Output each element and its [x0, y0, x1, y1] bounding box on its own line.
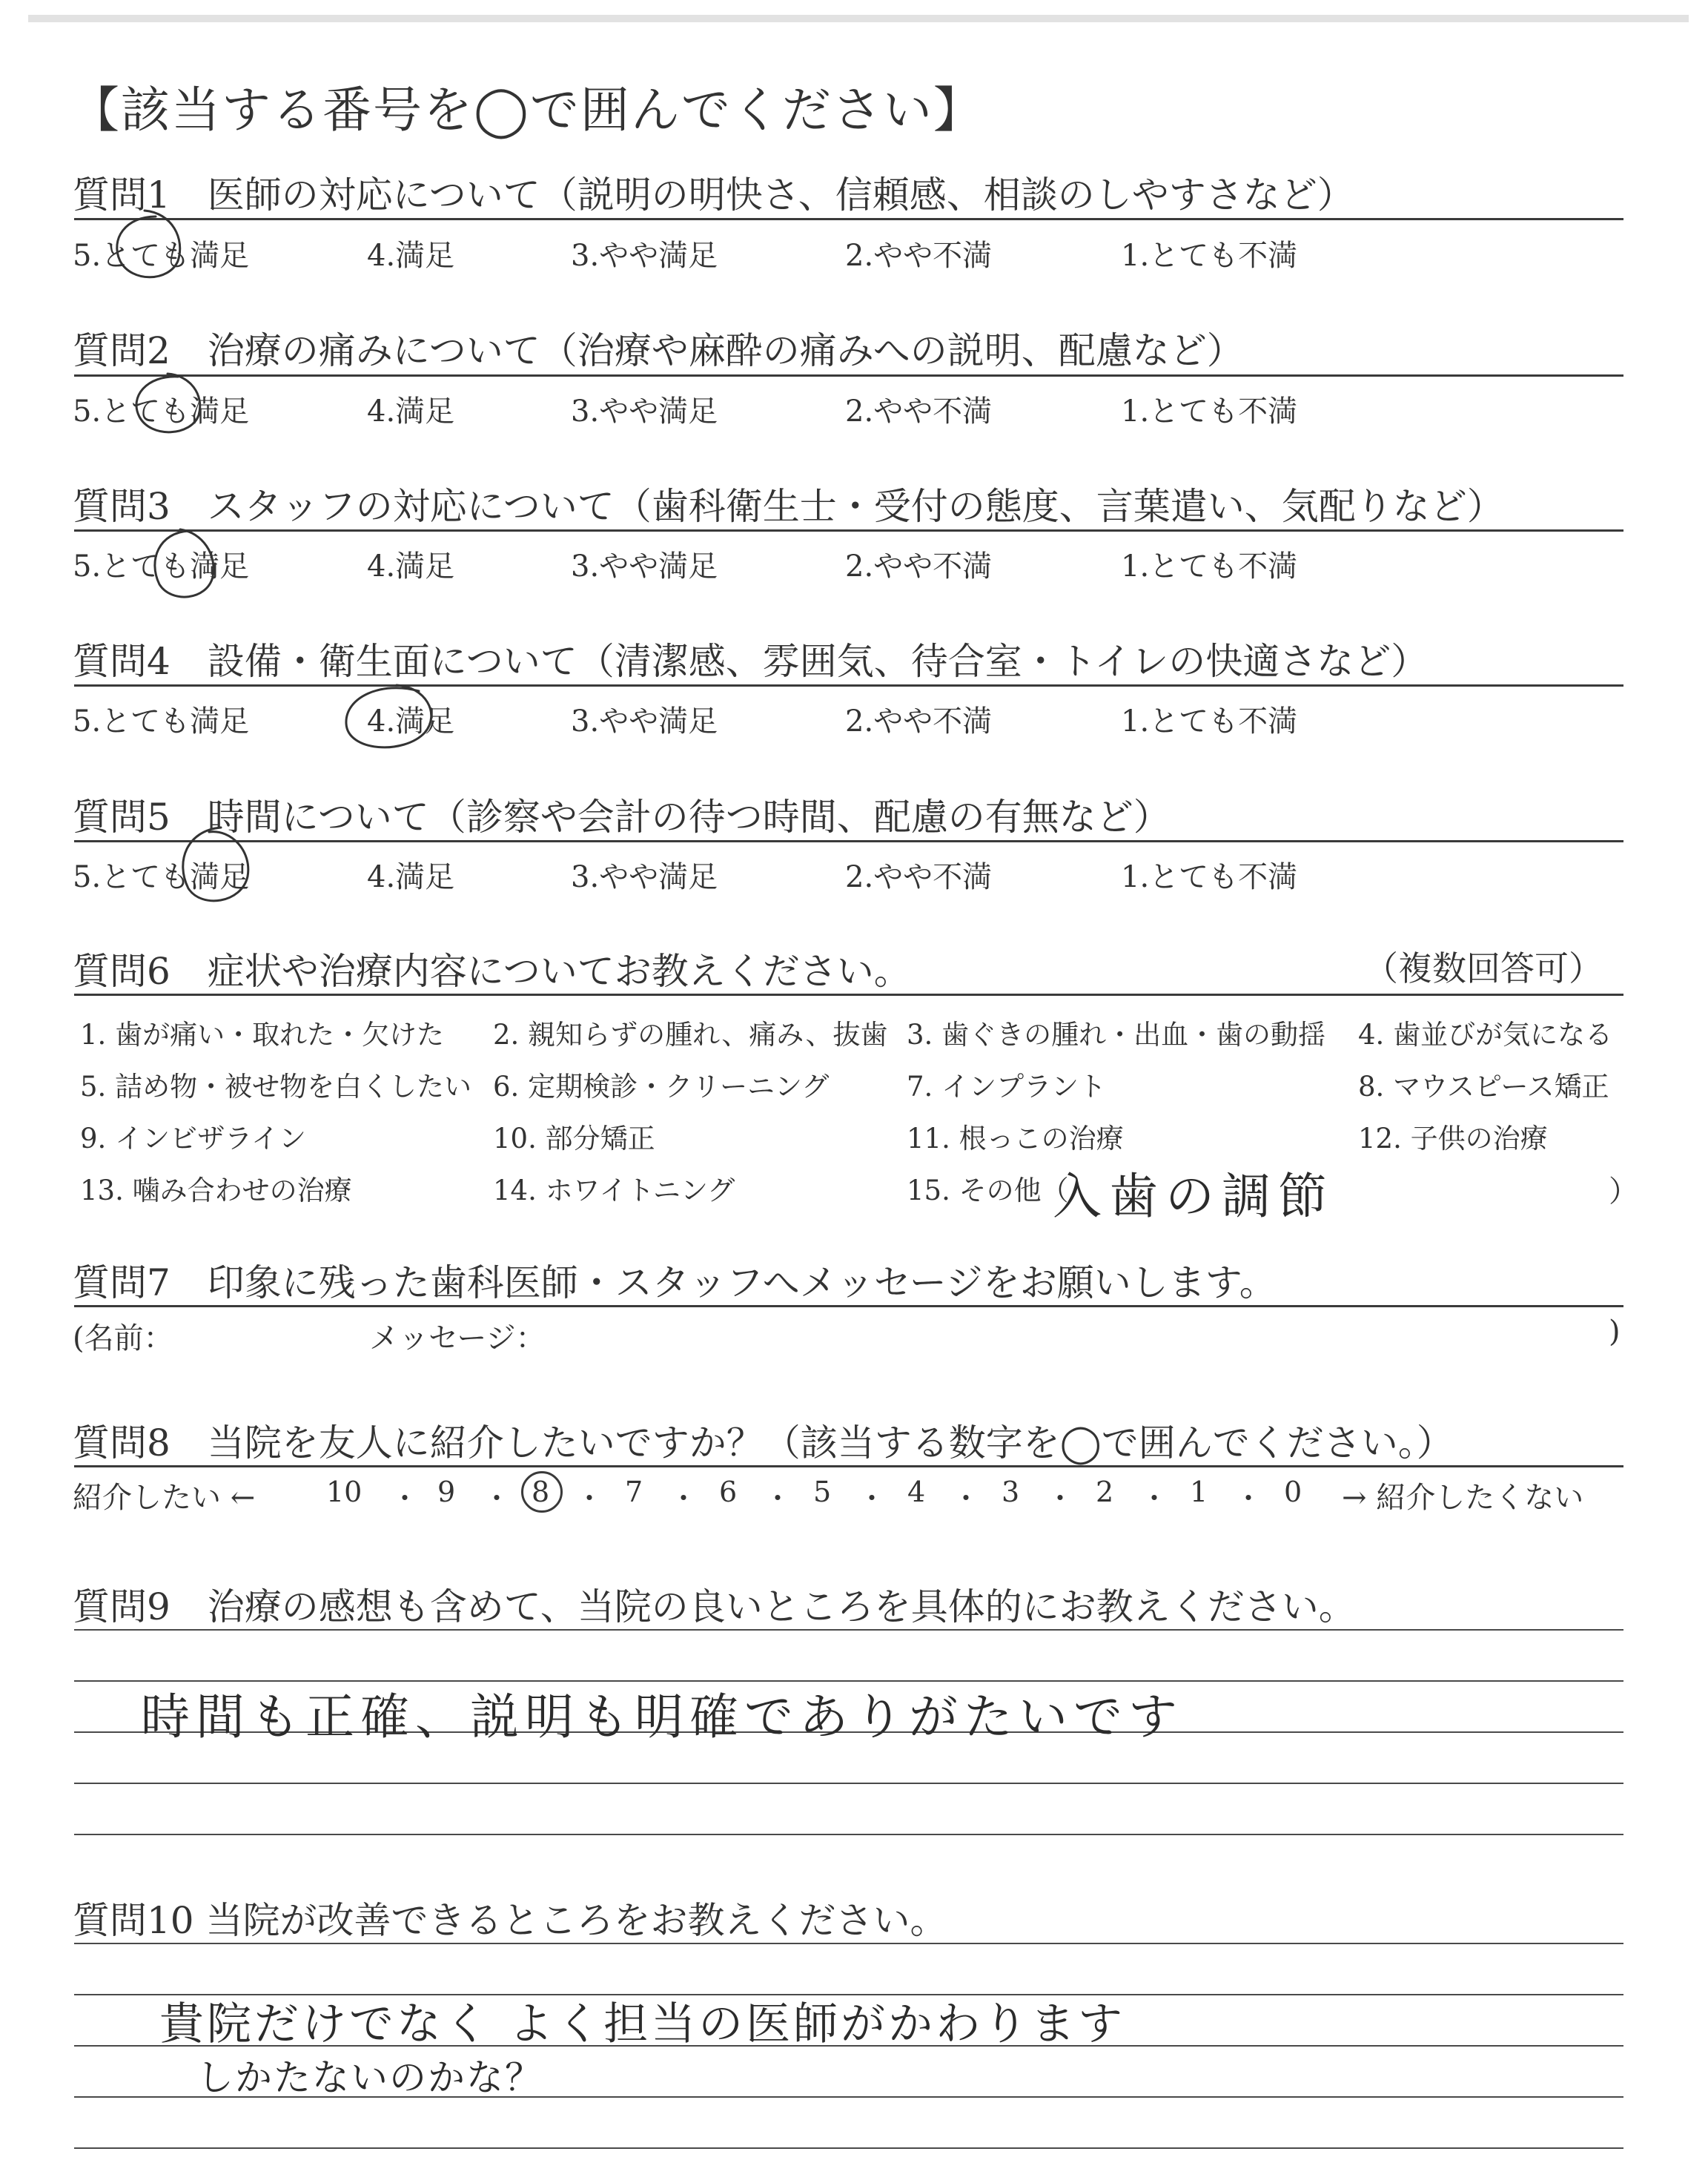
question-4-rule — [74, 684, 1623, 687]
q8-score-8[interactable]: 8 — [532, 1476, 550, 1508]
answer-line — [74, 1629, 1623, 1631]
question-5-rule — [74, 840, 1623, 842]
q5-option-3[interactable]: 3.やや満足 — [571, 860, 718, 894]
q4-option-3[interactable]: 3.やや満足 — [571, 704, 718, 739]
q7-name-label: (名前： — [73, 1321, 173, 1355]
q8-score-5[interactable]: 5 — [813, 1476, 832, 1508]
q1-option-2[interactable]: 2.やや不満 — [845, 239, 993, 273]
q8-score-4[interactable]: 4 — [907, 1476, 926, 1508]
question-9-title: 質問9 治療の感想も含めて、当院の良いところを具体的にお教えください。 — [73, 1585, 1356, 1628]
q6-option-13[interactable]: 13. 噛み合わせの治療 — [80, 1175, 352, 1206]
q8-score-1[interactable]: 1 — [1190, 1476, 1208, 1508]
q8-separator: ・ — [1234, 1482, 1263, 1515]
answer-line — [74, 1783, 1623, 1784]
q6-option-12[interactable]: 12. 子供の治療 — [1358, 1123, 1548, 1155]
q6-option-10[interactable]: 10. 部分矯正 — [493, 1123, 655, 1155]
q6-option-2[interactable]: 2. 親知らずの腫れ、痛み、抜歯 — [493, 1019, 888, 1051]
q6-option-5[interactable]: 5. 詰め物・被せ物を白くしたい — [80, 1071, 472, 1103]
q4-option-4[interactable]: 4.満足 — [367, 704, 455, 739]
q6-option-3[interactable]: 3. 歯ぐきの腫れ・出血・歯の動揺 — [907, 1019, 1326, 1051]
q8-separator: ・ — [1046, 1482, 1075, 1515]
q6-option-15-other[interactable]: 15. その他（ — [907, 1175, 1069, 1206]
question-6-title: 質問6 症状や治療内容についてお教えください。 — [73, 950, 911, 993]
q5-option-4[interactable]: 4.満足 — [367, 860, 455, 894]
q2-selection-circle — [125, 371, 206, 445]
q4-option-1[interactable]: 1.とても不満 — [1121, 704, 1298, 739]
question-3-title: 質問3 スタッフの対応について（歯科衛生士・受付の態度、言葉遣い、気配りなど） — [73, 485, 1504, 528]
scan-top-edge — [28, 15, 1689, 22]
question-4-title: 質問4 設備・衛生面について（清潔感、雰囲気、待合室・トイレの快適さなど） — [73, 640, 1429, 683]
q8-separator: ・ — [1140, 1482, 1169, 1515]
q8-left-label: 紹介したい ← — [73, 1481, 256, 1515]
q5-option-5[interactable]: 5.とても満足 — [73, 860, 250, 894]
q1-option-4[interactable]: 4.満足 — [367, 239, 455, 273]
answer-line — [74, 2147, 1623, 2149]
question-7-rule — [74, 1305, 1623, 1307]
q3-option-4[interactable]: 4.満足 — [367, 549, 455, 584]
q8-separator: ・ — [391, 1482, 420, 1515]
q2-option-3[interactable]: 3.やや満足 — [571, 394, 718, 429]
q3-option-3[interactable]: 3.やや満足 — [571, 549, 718, 584]
q6-option-9[interactable]: 9. インビザライン — [80, 1123, 306, 1155]
q10-handwritten-answer-line-1: 貴院だけでなく よく担当の医師がかわります — [159, 1998, 1126, 2050]
q6-option-8[interactable]: 8. マウスピース矯正 — [1358, 1071, 1609, 1103]
q8-score-0[interactable]: 0 — [1284, 1476, 1302, 1508]
q8-separator: ・ — [483, 1482, 512, 1515]
question-2-title: 質問2 治療の痛みについて（治療や麻酔の痛みへの説明、配慮など） — [73, 329, 1244, 372]
question-1-title: 質問1 医師の対応について（説明の明快さ、信頼感、相談のしやすさなど） — [73, 174, 1354, 217]
q6-option-6[interactable]: 6. 定期検診・クリーニング — [493, 1071, 830, 1103]
q8-score-7[interactable]: 7 — [625, 1476, 643, 1508]
q8-separator: ・ — [764, 1482, 792, 1515]
q5-option-1[interactable]: 1.とても不満 — [1121, 860, 1298, 894]
question-6-rule — [74, 994, 1623, 996]
q6-option-7[interactable]: 7. インプラント — [907, 1071, 1107, 1103]
q8-right-label: → 紹介したくない — [1342, 1481, 1584, 1515]
q5-selection-circle — [169, 825, 258, 914]
question-7-title: 質問7 印象に残った歯科医師・スタッフへメッセージをお願いします。 — [73, 1261, 1277, 1304]
q6-option-1[interactable]: 1. 歯が痛い・取れた・欠けた — [80, 1019, 445, 1051]
q2-option-2[interactable]: 2.やや不満 — [845, 394, 993, 429]
q2-option-4[interactable]: 4.満足 — [367, 394, 455, 429]
q1-selection-circle — [104, 209, 185, 291]
question-3-rule — [74, 529, 1623, 532]
q2-option-5[interactable]: 5.とても満足 — [73, 394, 250, 429]
q6-option-4[interactable]: 4. 歯並びが気になる — [1358, 1019, 1613, 1051]
q6-other-close-paren: ） — [1609, 1175, 1638, 1209]
question-5-title: 質問5 時間について（診察や会計の待つ時間、配慮の有無など） — [73, 796, 1171, 839]
q8-separator: ・ — [858, 1482, 887, 1515]
q2-option-1[interactable]: 1.とても不満 — [1121, 394, 1298, 429]
page-header: 【該当する番号を◯で囲んでください】 — [70, 82, 984, 139]
q8-score-6[interactable]: 6 — [719, 1476, 738, 1508]
question-10-title: 質問10 当院が改善できるところをお教えください。 — [73, 1899, 947, 1942]
q8-separator: ・ — [575, 1482, 604, 1515]
q4-option-2[interactable]: 2.やや不満 — [845, 704, 993, 739]
q8-separator: ・ — [952, 1482, 981, 1515]
q8-score-3[interactable]: 3 — [1002, 1476, 1020, 1508]
q3-option-1[interactable]: 1.とても不満 — [1121, 549, 1298, 584]
q7-message-label: メッセージ： — [369, 1321, 546, 1355]
question-1-rule — [74, 218, 1623, 220]
question-8-title: 質問8 当院を友人に紹介したいですか？（該当する数字を◯で囲んでください。） — [73, 1421, 1454, 1464]
q8-score-9[interactable]: 9 — [437, 1476, 456, 1508]
q4-selection-circle — [337, 681, 441, 762]
q1-option-1[interactable]: 1.とても不満 — [1121, 239, 1298, 273]
question-8-rule — [74, 1465, 1623, 1467]
q6-other-handwritten-answer: 入歯の調節 — [1053, 1168, 1334, 1225]
q4-option-5[interactable]: 5.とても満足 — [73, 704, 250, 739]
q6-option-11[interactable]: 11. 根っこの治療 — [907, 1123, 1124, 1155]
q8-score-10[interactable]: 10 — [326, 1476, 363, 1508]
q5-option-2[interactable]: 2.やや不満 — [845, 860, 993, 894]
q7-close-paren: ) — [1609, 1315, 1621, 1349]
q8-selection-circle — [521, 1471, 563, 1513]
q9-handwritten-answer: 時間も正確、説明も明確でありがたいです — [141, 1688, 1183, 1745]
question-2-rule — [74, 374, 1623, 377]
q3-selection-circle — [145, 526, 219, 608]
q6-option-14[interactable]: 14. ホワイトニング — [493, 1175, 735, 1206]
q3-option-2[interactable]: 2.やや不満 — [845, 549, 993, 584]
q8-separator: ・ — [669, 1482, 698, 1515]
q3-option-5[interactable]: 5.とても満足 — [73, 549, 250, 584]
answer-line — [74, 1834, 1623, 1835]
q1-option-3[interactable]: 3.やや満足 — [571, 239, 718, 273]
q1-option-5[interactable]: 5.とても満足 — [73, 239, 250, 273]
answer-line — [74, 1943, 1623, 1944]
q8-score-2[interactable]: 2 — [1096, 1476, 1114, 1508]
question-6-multi-answer-note: （複数回答可） — [1364, 948, 1603, 988]
q10-handwritten-answer-line-2: しかたないのかな？ — [196, 2056, 543, 2099]
